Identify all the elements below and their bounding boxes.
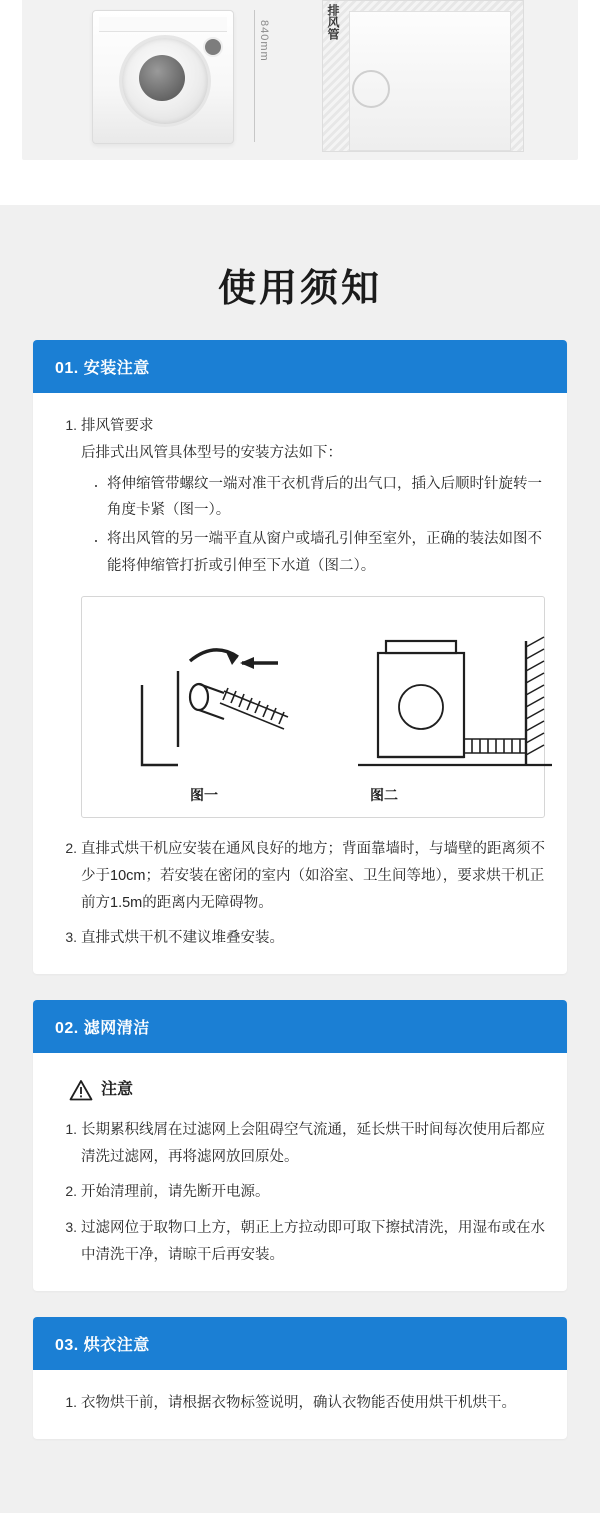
card-installation <box>33 340 567 974</box>
list-text: 开始清理前，请先断开电源。 <box>81 1184 270 1201</box>
card-filter-cleaning <box>33 1000 567 1291</box>
dryer-control-panel <box>99 17 227 32</box>
diagram-svg <box>82 597 567 815</box>
list-item <box>55 413 545 818</box>
list-text: 直排式烘干机应安装在通风良好的地方；背面靠墙时，与墙壁的距离须不少于10cm；若安装在密闭的室内（如浴室、卫生间等地），要求烘干机正前方1.5m的距离内无障碍物。 <box>81 840 545 911</box>
list-item <box>55 1215 545 1269</box>
dryer-illustration <box>92 10 234 144</box>
page-title: 使用须知 <box>217 268 382 310</box>
installation-list <box>55 413 545 952</box>
warning-row <box>69 1075 545 1105</box>
list-number: 3. <box>65 929 77 946</box>
list-text: 直排式烘干机不建议堆叠安装。 <box>81 930 284 947</box>
list-item <box>55 836 545 916</box>
dryer-knob <box>203 37 223 57</box>
list-number: 1. <box>65 1120 77 1137</box>
list-number: 1. <box>65 1393 77 1410</box>
list-text: 衣物烘干前，请根据衣物标签说明，确认衣物能否使用烘干机烘干。 <box>81 1394 516 1411</box>
bullet-item: · 将伸缩管带螺纹一端对准干衣机背后的出气口，插入后顺时针旋转一角度卡紧（图一）。 <box>93 471 545 525</box>
dimension-label: 840mm <box>258 20 270 62</box>
list-text: 过滤网位于取物口上方，朝正上方拉动即可取下擦拭清洗，用湿布或在水中清洗干净，请晾干后再安装。 <box>81 1220 545 1263</box>
warning-label: 注意 <box>101 1081 134 1099</box>
product-photo <box>22 0 578 160</box>
dryer-back-panel <box>322 0 524 152</box>
card-header-filter-cleaning: 02. 滤网清洁 <box>33 1000 567 1053</box>
vent-outlet-icon <box>352 70 390 108</box>
card-body-filter-cleaning <box>33 1053 567 1291</box>
list-text: 长期累积线屑在过滤网上会阻碍空气流通，延长烘干时间每次使用后都应清洗过滤网，再将滤网放回原处。 <box>81 1121 545 1165</box>
list-number: 2. <box>65 839 77 856</box>
list-number: 3. <box>65 1219 77 1236</box>
list-item <box>55 1117 545 1171</box>
installation-bullets <box>81 471 545 580</box>
card-drying-notes <box>33 1317 567 1439</box>
list-item <box>55 1390 545 1417</box>
instructions-section <box>0 205 600 1513</box>
bullet-item: · 将出风管的另一端平直从窗户或墙孔引伸至室外，正确的装法如图不能将伸缩管打折或引伸至下水道（图二）。 <box>93 526 545 580</box>
card-body-drying-notes <box>33 1370 567 1439</box>
list-number: 1. <box>65 417 77 433</box>
list-subintro: 后排式出风管具体型号的安装方法如下： <box>81 444 342 461</box>
list-item <box>55 1179 545 1206</box>
product-photo-band <box>0 0 600 205</box>
bottom-spacer <box>0 1465 600 1473</box>
figure-caption-left: 图一 <box>190 786 218 803</box>
figure-caption-right: 图二 <box>370 786 398 803</box>
warning-triangle-icon <box>69 1079 93 1101</box>
card-header-installation: 01. 安装注意 <box>33 340 567 393</box>
list-item <box>55 925 545 952</box>
installation-diagram <box>81 596 545 818</box>
card-header-drying-notes: 03. 烘衣注意 <box>33 1317 567 1370</box>
list-number: 2. <box>65 1183 77 1200</box>
dimension-line <box>254 10 255 142</box>
drying-notes-list <box>55 1390 545 1417</box>
filter-cleaning-list <box>55 1117 545 1269</box>
card-body-installation <box>33 393 567 974</box>
vent-label: 排风管 <box>326 4 340 40</box>
dryer-door <box>119 35 211 127</box>
list-text: 排风管要求 <box>81 418 154 434</box>
